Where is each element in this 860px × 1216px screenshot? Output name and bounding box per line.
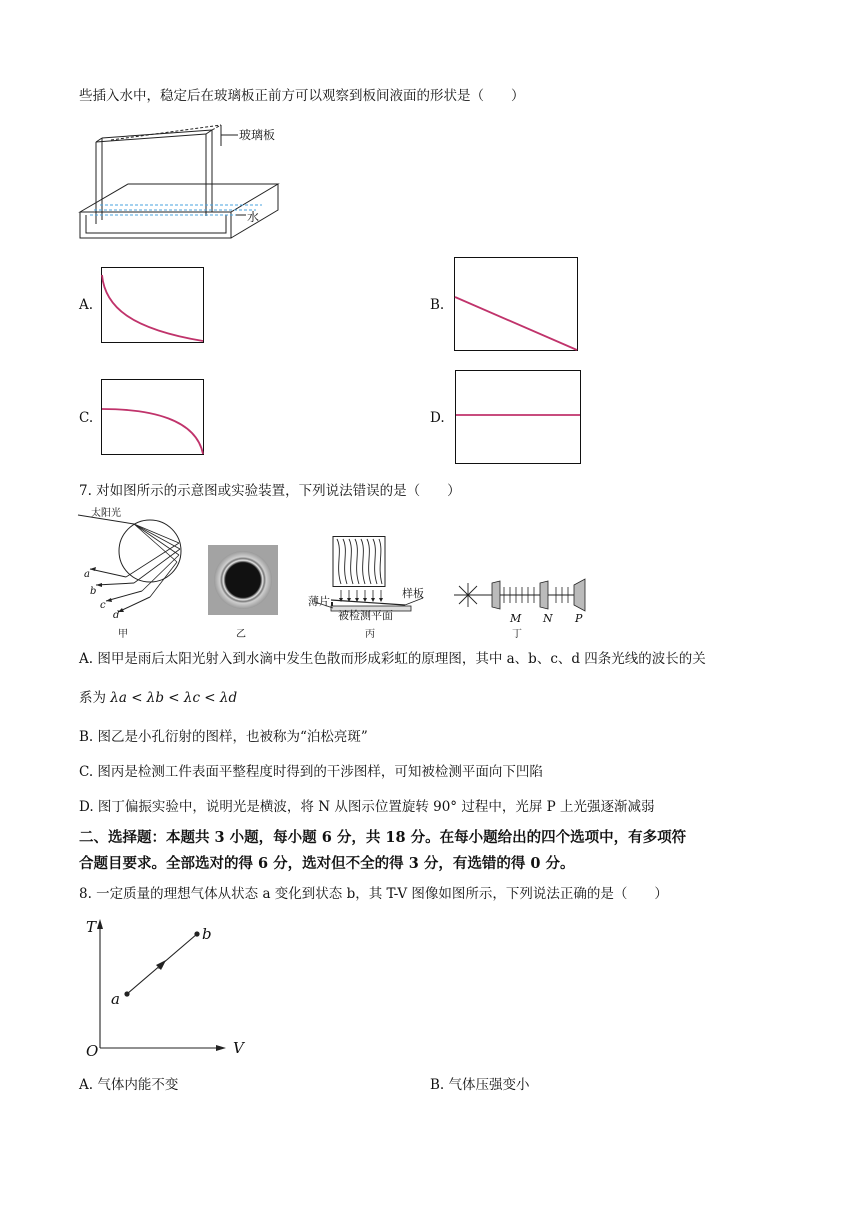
q6-stem-tail: 些插入水中，稳定后在玻璃板正前方可以观察到板间液面的形状是（ ） — [79, 88, 525, 104]
caption-yi: 乙 — [236, 629, 246, 640]
section2-heading-line2: 合题目要求。全部选对的得 6 分，选对但不全的得 3 分，有选错的得 0 分。 — [79, 855, 575, 872]
q6-option-d-letter: D. — [430, 410, 445, 426]
point-a-label: a — [111, 990, 120, 1008]
q8-option-b: B. 气体压强变小 — [430, 1077, 530, 1093]
caption-ding: 丁 — [512, 629, 522, 640]
section2-heading-line1: 二、选择题：本题共 3 小题，每小题 6 分，共 18 分。在每小题给出的四个选项中，有多项符 — [79, 829, 687, 846]
q7-stem: 7. 对如图所示的示意图或实验装置，下列说法错误的是（ ） — [79, 483, 461, 499]
q6-option-a-letter: A. — [79, 297, 94, 313]
q7-option-a-line2 — [79, 689, 237, 707]
q8-option-a: A. 气体内能不变 — [79, 1077, 179, 1093]
q6-option-a-graph — [101, 267, 204, 343]
q7-option-b: B. 图乙是小孔衍射的图样，也被称为“泊松亮斑” — [79, 729, 368, 745]
q7-option-c: C. 图丙是检测工件表面平整程度时得到的干涉图样，可知被检测平面向下凹陷 — [79, 764, 543, 780]
glass-plate-label: 玻璃板 — [239, 128, 276, 142]
axis-v-label: V — [233, 1039, 244, 1057]
wavelength-relation: λa < λb < λc < λd — [110, 690, 238, 706]
q6-option-b-graph — [454, 257, 578, 351]
axis-t-label: T — [86, 918, 97, 936]
origin-label: O — [86, 1042, 99, 1060]
q6-option-d-graph — [455, 370, 581, 464]
thin-sheet-label: 薄片 — [308, 595, 330, 608]
q6-option-b-letter: B. — [430, 297, 445, 313]
point-b-label: b — [202, 925, 212, 943]
sunlight-label: 太阳光 — [91, 508, 121, 519]
sample-plate-label: 样板 — [402, 587, 424, 600]
ray-c-label: c — [100, 600, 106, 611]
water-label: 水 — [247, 210, 260, 224]
q7-figure-ding-polarization — [452, 575, 587, 615]
q7-option-a-line1: A. 图甲是雨后太阳光射入到水滴中发生色散而形成彩虹的原理图，其中 a、b、c、d 四条光线的波长的关 — [79, 651, 706, 667]
q8-tv-graph — [84, 915, 254, 1060]
caption-jia: 甲 — [118, 629, 128, 640]
ray-d-label: d — [113, 610, 120, 621]
q7-figure-yi-diffraction — [208, 545, 278, 615]
ray-b-label: b — [90, 586, 97, 597]
q6-option-c-letter: C. — [79, 410, 94, 426]
caption-bing: 丙 — [365, 629, 375, 640]
screen-p-label: P — [575, 612, 583, 625]
ray-a-label: a — [84, 569, 90, 580]
polarizer-n-label: N — [543, 612, 553, 625]
q6-option-c-graph — [101, 379, 204, 455]
polarizer-m-label: M — [510, 612, 522, 625]
q8-stem: 8. 一定质量的理想气体从状态 a 变化到状态 b，其 T-V 图像如图所示，下列说法正确的是（ ） — [79, 886, 668, 902]
tested-plane-label: 被检测平面 — [338, 609, 393, 622]
q7-option-d: D. 图丁偏振实验中，说明光是横波，将 N 从图示位置旋转 90° 过程中，光屏 P 上光强逐渐减弱 — [79, 799, 655, 815]
q7-option-a-prefix: 系为 — [79, 690, 106, 706]
